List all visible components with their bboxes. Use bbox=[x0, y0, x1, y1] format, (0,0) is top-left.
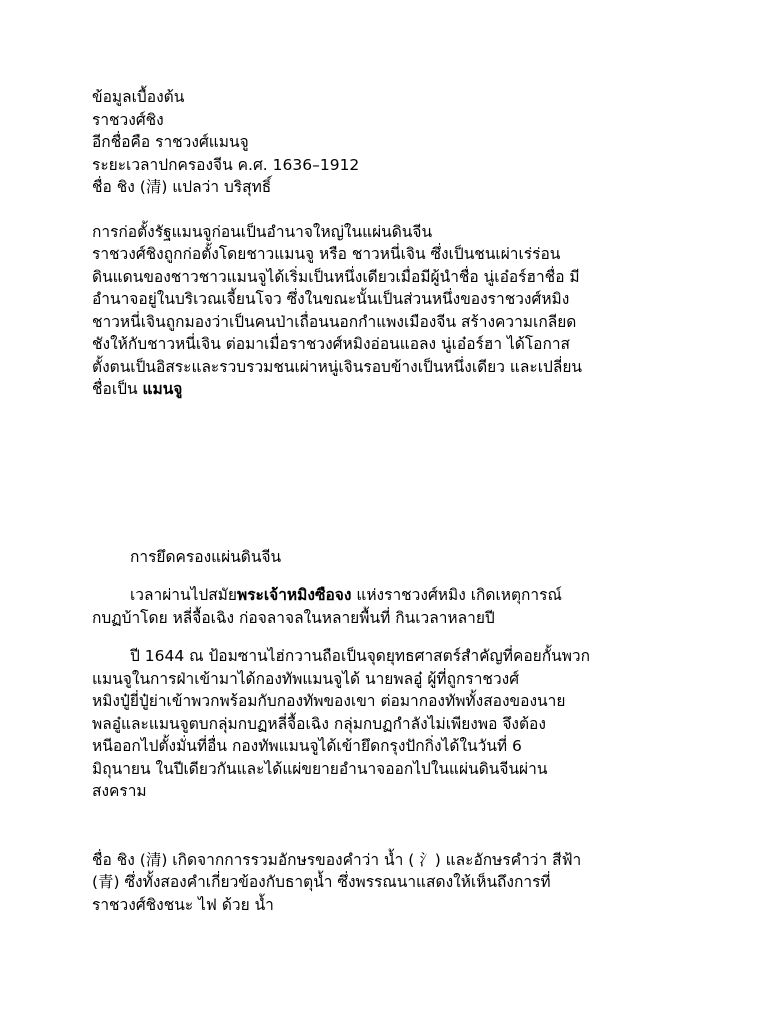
emperor-name-bold: พระเจ้าหมิงซือจง bbox=[236, 586, 352, 604]
section-title-basic-info: ข้อมูลเบื้องต้น bbox=[92, 88, 185, 106]
spacer bbox=[92, 568, 692, 584]
spacer bbox=[92, 803, 692, 849]
conquest-p2-line: มิถุนายน ในปีเดียวกันและได้แผ่ขยายอำนาจออกไปในแผ่นดินจีนผ่าน bbox=[92, 759, 548, 778]
manchu-bold-term: แมนจู bbox=[142, 380, 183, 398]
founding-line: ราชวงศ์ชิงถูกก่อตั้งโดยชาวแมนจู หรือ ชาวหนี่เจิน ซึ่งเป็นชนเผ่าเร่ร่อน bbox=[92, 245, 561, 263]
founding-line: อำนาจอยู่ในบริเวณเจี้ยนโจว ซึ่งในขณะนั้นเป็นส่วนหนึ่งของราชวงศ์หมิง bbox=[92, 290, 570, 308]
document-page bbox=[92, 86, 692, 916]
conquest-p2-first-line: ปี 1644 ณ ป้อมซานไฮ่กวานถือเป็นจุดยุทธศาสตร์สำคัญที่คอยกั้นพวก bbox=[130, 647, 591, 665]
founding-line: ดินแดนของชาวชาวแมนจูได้เริ่มเป็นหนึ่งเดียวเมื่อมีผู้นำชื่อ นู่เอ๋อร์ฮาชื่อ มี bbox=[92, 267, 580, 286]
conquest-p2-line: พลอู๋และแมนจูตบกลุ่มกบฏหลี่จื้อเฉิง กลุ่มกบฏกำลังไม่เพียงพอ จึงต้อง bbox=[92, 714, 546, 733]
conquest-p1-line2: กบฏบ้าโดย หลี่จื้อเฉิง ก่อจลาจลในหลายพื้นที่ กินเวลาหลายปี bbox=[92, 608, 495, 627]
ruling-period: ระยะเวลาปกครองจีน ค.ศ. 1636–1912 bbox=[92, 155, 360, 174]
founding-line: ชาวหนี่เจินถูกมองว่าเป็นคนป่าเถื่อนนอกกำแพงเมืองจีน สร้างความเกลียด bbox=[92, 312, 577, 331]
spacer bbox=[92, 629, 692, 645]
name-origin-line: (青) ซึ่งทั้งสองคำเกี่ยวข้องกับธาตุน้ำ ซึ่งพรรณนาแสดงให้เห็นถึงการที่ bbox=[92, 873, 551, 891]
alternate-name: อีกชื่อคือ ราชวงศ์แมนจู bbox=[92, 133, 249, 151]
founding-line: ตั้งตนเป็นอิสระและรวบรวมชนเผ่าหนู่เจินรอบข้างเป็นหนึ่งเดียว และเปลี่ยน bbox=[92, 357, 583, 376]
conquest-p1-prefix: เวลาผ่านไปสมัย bbox=[130, 586, 237, 604]
conquest-p2-line: หนีออกไปตั้งมั่นที่อื่น กองทัพแมนจูได้เข้ายึดกรุงปักกิ่งได้ในวันที่ 6 bbox=[92, 737, 522, 755]
founding-line: ชังให้กับชาวหนี่เจิน ต่อมาเมื่อราชวงศ์หมิงอ่อนแอลง นู่เอ๋อร์ฮา ได้โอกาส bbox=[92, 335, 571, 353]
spacer bbox=[92, 199, 692, 221]
conquest-p1-rest: แห่งราชวงศ์หมิง เกิดเหตุการณ์ bbox=[351, 586, 562, 604]
founding-section bbox=[92, 221, 692, 401]
founding-last-line bbox=[92, 378, 692, 401]
conquest-p2-line: สงคราม bbox=[92, 782, 147, 800]
founding-last-prefix: ชื่อเป็น bbox=[92, 380, 143, 398]
conquest-p2-line: หมิงปู๋ยี่ปู๋ย่าเข้าพวกพร้อมกับกองทัพของเขา ต่อมากองทัพทั้งสองของนาย bbox=[92, 692, 566, 710]
name-origin-line: ราชวงศ์ชิงชนะ ไฟ ด้วย น้ำ bbox=[92, 895, 274, 914]
conquest-heading: การยึดครองแผ่นดินจีน bbox=[130, 547, 282, 566]
founding-heading: การก่อตั้งรัฐแมนจูก่อนเป็นอำนาจใหญ่ในแผ่นดินจีน bbox=[92, 222, 433, 241]
conquest-p2-line: แมนจูในการฝ่าเข้ามาได้กองทัพแมนจูได้ นายพลอู๋ ผู้ที่ถูกราชวงศ์ bbox=[92, 669, 520, 688]
spacer bbox=[92, 401, 692, 546]
conquest-section bbox=[92, 546, 692, 803]
name-meaning: ชื่อ ชิง (清) แปลว่า บริสุทธิ์ bbox=[92, 178, 272, 196]
dynasty-name: ราชวงศ์ชิง bbox=[92, 110, 164, 129]
name-origin-section bbox=[92, 849, 692, 917]
basic-info-section bbox=[92, 86, 692, 199]
name-origin-line: ชื่อ ชิง (清) เกิดจากการรวมอักษรของคำว่า น้ำ ( 氵) และอักษรคำว่า สีฟ้า bbox=[92, 850, 582, 869]
conquest-p1-line1 bbox=[92, 584, 692, 607]
